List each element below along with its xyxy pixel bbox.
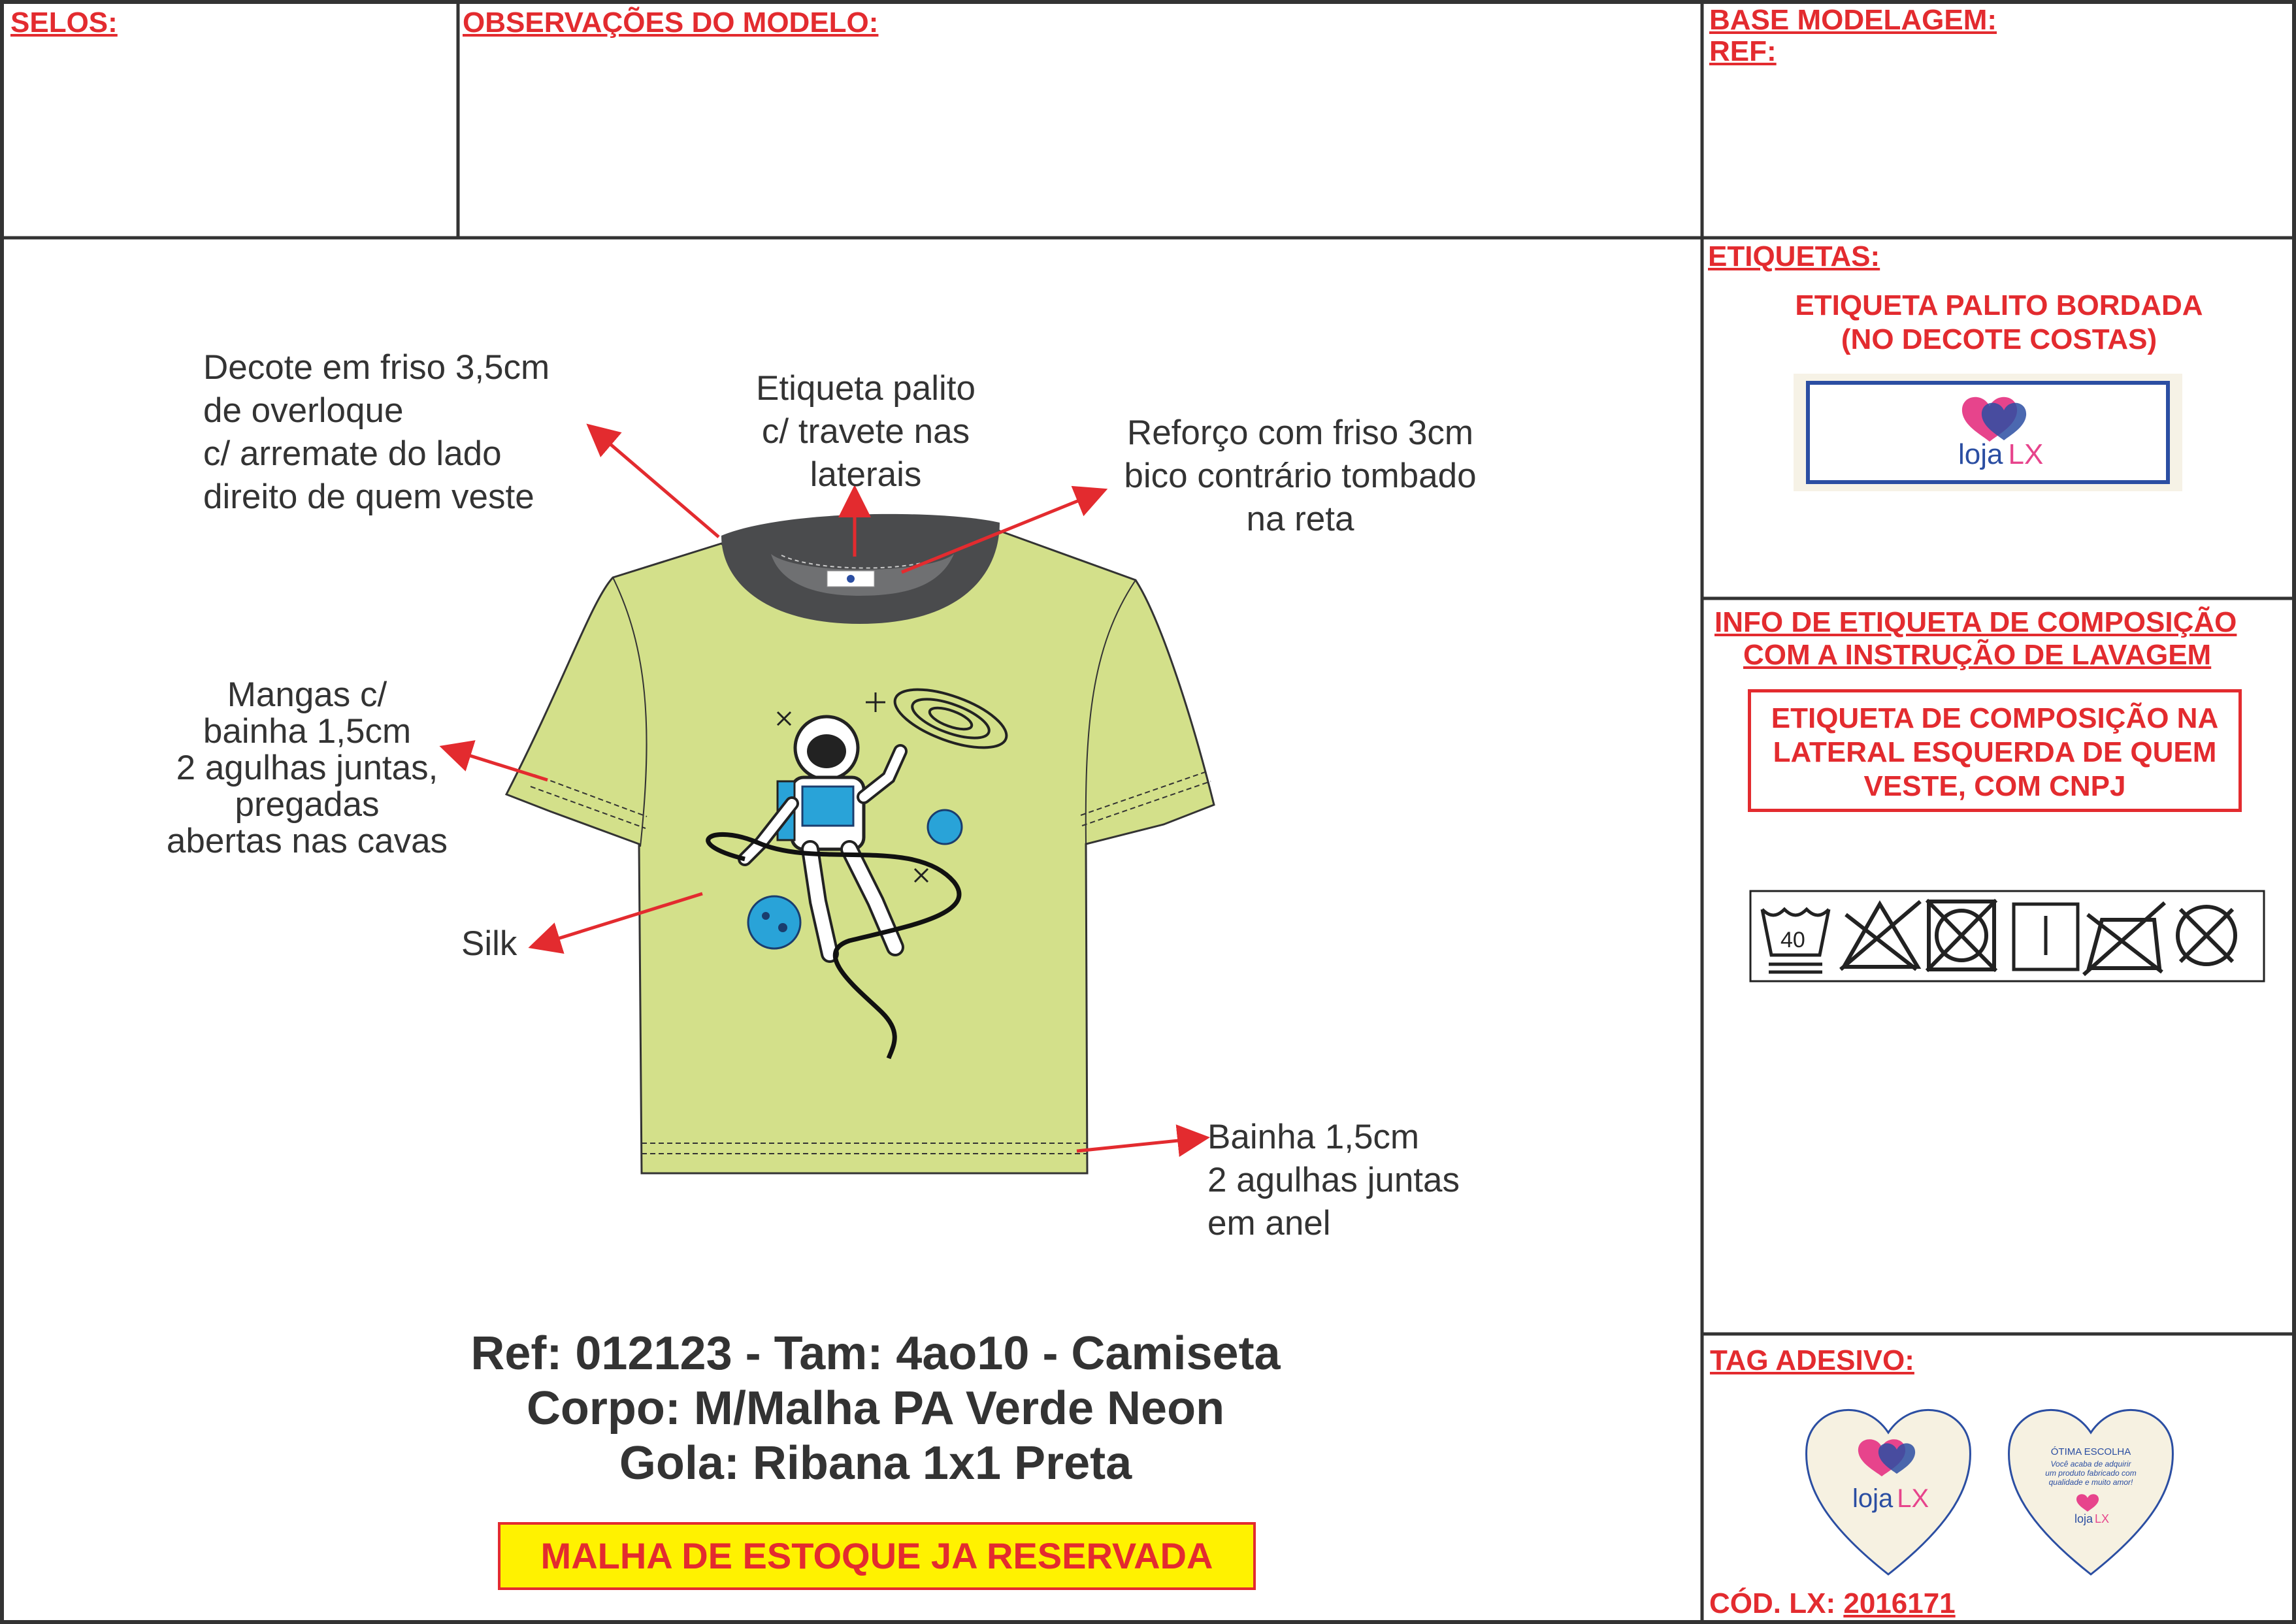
spec-gola-line: Gola: Ribana 1x1 Preta (619, 1437, 1132, 1489)
brand-text: loja LX (1958, 438, 2044, 470)
cod-lx-value: 2016171 (1843, 1587, 1956, 1619)
annotation-etiqueta-line: laterais (810, 455, 922, 494)
annotation-mangas-line: abertas nas cavas (166, 822, 448, 860)
annotation-bainha-line: Bainha 1,5cm (1207, 1118, 1420, 1156)
heart-tags (1800, 1395, 2186, 1584)
arrow-bainha (1077, 1138, 1204, 1151)
annotation-decote-line: c/ arremate do lado (203, 434, 502, 473)
annotation-bainha (1207, 1116, 1460, 1245)
annotation-silk: Silk (461, 924, 517, 963)
annotation-decote-line: de overloque (203, 391, 404, 430)
annotation-decote-line: direito de quem veste (203, 478, 534, 516)
annotation-mangas-line: Mangas c/ (227, 675, 387, 714)
annotation-mangas-line: pregadas (235, 785, 380, 824)
annotation-reforco-line: na reta (1246, 500, 1354, 538)
svg-text:ÓTIMA ESCOLHA: ÓTIMA ESCOLHA (2050, 1446, 2131, 1457)
info-composicao-line1: INFO DE ETIQUETA DE COMPOSIÇÃO (1714, 606, 2237, 638)
spec-ref-line: Ref: 012123 - Tam: 4ao10 - Camiseta (470, 1327, 1281, 1380)
stock-reserved-banner: MALHA DE ESTOQUE JA RESERVADA (498, 1522, 1256, 1590)
composicao-line2: LATERAL ESQUERDA DE QUEM (1773, 736, 2217, 768)
annotation-mangas-line: bainha 1,5cm (203, 712, 412, 751)
annotation-decote-line: Decote em friso 3,5cm (203, 348, 550, 387)
heart-tag-back (2009, 1410, 2173, 1574)
annotation-reforco-line: bico contrário tombado (1124, 457, 1477, 495)
svg-text:40: 40 (1780, 928, 1805, 952)
svg-text:um produto fabricado com: um produto fabricado com (2045, 1469, 2137, 1478)
arrow-decote (591, 428, 719, 537)
annotation-reforco-line: Reforço com friso 3cm (1126, 414, 1474, 452)
brand-label-image (1794, 374, 2182, 491)
composicao-line3: VESTE, COM CNPJ (1863, 770, 2126, 802)
base-modelagem-header: BASE MODELAGEM: (1709, 4, 1997, 36)
palito-label-line2: (NO DECOTE COSTAS) (1841, 323, 2157, 355)
annotation-etiqueta-palito (706, 367, 1026, 496)
spec-corpo-line: Corpo: M/Malha PA Verde Neon (526, 1382, 1225, 1435)
annotation-bainha-line: em anel (1207, 1204, 1331, 1242)
cod-lx (1709, 1587, 1956, 1620)
etiquetas-header: ETIQUETAS: (1708, 240, 1880, 272)
tag-adesivo-header: TAG ADESIVO: (1710, 1344, 1914, 1376)
annotation-bainha-line: 2 agulhas juntas (1207, 1161, 1460, 1199)
annotation-etiqueta-line: c/ travete nas (761, 412, 970, 451)
composicao-line1: ETIQUETA DE COMPOSIÇÃO NA (1771, 702, 2219, 734)
svg-text:Você acaba de adquirir: Você acaba de adquirir (2050, 1459, 2131, 1469)
info-composicao-header (1714, 606, 2237, 672)
selos-header: SELOS: (10, 7, 118, 39)
cod-lx-label: CÓD. LX: (1709, 1587, 1836, 1619)
svg-text:lojaLX: loja LX (2075, 1512, 2110, 1525)
annotation-reforco (1091, 412, 1509, 541)
ref-header: REF: (1709, 35, 1777, 67)
annotation-mangas (144, 677, 470, 860)
wash-care-symbols (1749, 890, 2265, 983)
annotation-etiqueta-line: Etiqueta palito (756, 369, 976, 408)
no-tumble-dry-icon (1927, 900, 1996, 971)
svg-text:qualidade e muito amor!: qualidade e muito amor! (2048, 1478, 2133, 1487)
palito-label (1702, 289, 2296, 357)
composicao-box (1748, 689, 2242, 812)
palito-label-line1: ETIQUETA PALITO BORDADA (1795, 289, 2203, 321)
svg-text:lojaLX: loja LX (1852, 1484, 1929, 1513)
product-spec (327, 1326, 1424, 1491)
annotation-decote (203, 346, 549, 519)
annotation-mangas-line: 2 agulhas juntas, (176, 749, 438, 787)
observacoes-header: OBSERVAÇÕES DO MODELO: (463, 7, 879, 39)
info-composicao-line2: COM A INSTRUÇÃO DE LAVAGEM (1743, 639, 2212, 671)
heart-tag-front (1807, 1410, 1971, 1574)
